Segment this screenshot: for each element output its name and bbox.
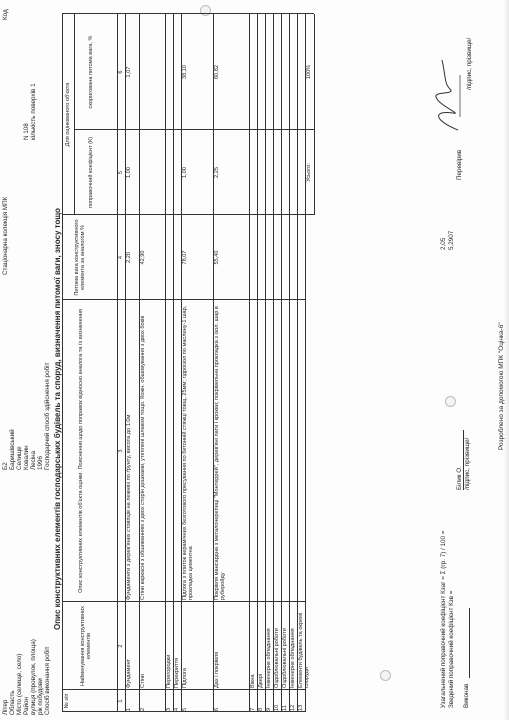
row-element-name: Інженерне обладнання bbox=[266, 628, 272, 688]
handwritten-signature bbox=[428, 55, 468, 135]
row-weight bbox=[274, 217, 280, 298]
row-description: Покрівля мансардна з металочерепиці "Монтеррей", дерев'яні лати і крокви; покрівельна прокладка з ізол. шар в руберойду bbox=[214, 306, 227, 600]
total-label: Усього: bbox=[306, 163, 312, 182]
field-label: Область bbox=[9, 690, 16, 715]
row-number: 1 bbox=[126, 707, 132, 711]
table-rule bbox=[62, 299, 305, 300]
row-element-name: Оздоблювальні роботи bbox=[274, 628, 280, 688]
performed-caption: /підпис, прізвище/ bbox=[464, 437, 471, 490]
field-label: Літер bbox=[2, 699, 9, 715]
table-rule bbox=[62, 14, 63, 712]
row-corrected-weight: 1,07 bbox=[126, 66, 132, 78]
row-corrected-weight bbox=[290, 16, 296, 128]
row-description bbox=[266, 302, 272, 600]
performed-label: Виконав bbox=[463, 683, 470, 708]
checked-label: Перевірив bbox=[456, 149, 463, 180]
row-coefficient: 1,00 bbox=[182, 167, 188, 178]
row-element-name: Підлога bbox=[182, 668, 188, 688]
row-weight: 55,40 bbox=[214, 250, 220, 265]
row-weight: 2,20 bbox=[126, 252, 132, 263]
row-coefficient bbox=[250, 132, 256, 213]
row-number: 2 bbox=[140, 707, 146, 711]
row-coefficient bbox=[166, 132, 172, 213]
footer-coef-value: 2,05 bbox=[440, 237, 447, 250]
table-rule bbox=[62, 601, 305, 602]
row-coefficient bbox=[258, 132, 264, 213]
row-number: 7 bbox=[250, 707, 256, 711]
row-description bbox=[174, 302, 180, 600]
page-label: Код bbox=[2, 9, 9, 20]
row-weight bbox=[166, 217, 172, 298]
column-header-group: Для оцінюваного об'єкта bbox=[65, 82, 71, 147]
row-number: 3 bbox=[166, 707, 172, 711]
row-description bbox=[274, 302, 280, 600]
row-number: 11 bbox=[282, 705, 288, 711]
row-weight bbox=[174, 217, 180, 298]
row-description: Стіни каркасні з обшиванням з двох сторін дошками, утеплені шлаком тощо. Кожн. обшивування з двох боків bbox=[140, 315, 146, 600]
column-number: 2 bbox=[118, 644, 124, 648]
row-element-name: Оздоблювальні роботи bbox=[282, 628, 288, 688]
row-number: 8 bbox=[258, 707, 264, 711]
row-number: 9 bbox=[266, 707, 272, 711]
row-description bbox=[290, 302, 296, 600]
row-description bbox=[282, 302, 288, 600]
column-header-coef: поправочний коефіцієнт (К) bbox=[88, 136, 94, 209]
column-header-no: № з/п bbox=[64, 693, 70, 709]
row-corrected-weight bbox=[174, 16, 180, 128]
row-coefficient bbox=[298, 132, 304, 213]
table-rule bbox=[62, 689, 305, 690]
column-header-name: Найменування конструктивних елементів bbox=[80, 606, 93, 686]
row-coefficient bbox=[290, 132, 296, 213]
field-label: вулиця (провулок, площа) bbox=[30, 639, 37, 715]
column-header-weight: Питома вага конструктивного елемента за аналогом % bbox=[74, 219, 87, 296]
checked-caption: /підпис, прізвище/ bbox=[466, 37, 473, 90]
row-number: 5 bbox=[182, 707, 188, 711]
row-coefficient: 1,00 bbox=[126, 167, 132, 178]
row-number: 10 bbox=[274, 704, 280, 711]
row-description bbox=[298, 302, 304, 600]
field-value: Господарчий спосіб здійснення робіт bbox=[44, 362, 51, 470]
footer-coef-label: Узагальнений поправочний коефіцієнт Кзаг = Σ (гр. 7) / 100 = bbox=[440, 530, 447, 708]
column-number: 5 bbox=[118, 170, 124, 175]
footer-coef2-label: Зведений поправочний коефіцієнт Кзв = bbox=[448, 590, 455, 708]
row-coefficient: 2,25 bbox=[214, 167, 220, 178]
row-corrected-weight bbox=[166, 16, 172, 128]
field-value: Селище bbox=[16, 446, 23, 470]
row-coefficient bbox=[140, 132, 164, 213]
column-number: 4 bbox=[118, 255, 124, 260]
software-note: Розроблено за допомогою МПК "Оцінка-6" bbox=[498, 322, 505, 450]
row-coefficient bbox=[174, 132, 180, 213]
row-weight bbox=[282, 217, 288, 298]
row-corrected-weight bbox=[274, 16, 280, 128]
document-title: Опис конструктивних елементів господарських будівель та споруд, визначення питомої ваги, зносу тощо bbox=[53, 208, 62, 630]
table-rule bbox=[62, 711, 305, 712]
top-cut-text: Стаціонарна колекція МПК bbox=[2, 196, 9, 275]
row-number: 13 bbox=[298, 704, 304, 711]
table-rule bbox=[314, 14, 315, 215]
field-value: 1996 bbox=[37, 455, 44, 470]
row-weight: 42,90 bbox=[140, 250, 146, 265]
table-rule bbox=[62, 13, 314, 14]
table-rule bbox=[74, 14, 75, 215]
row-weight bbox=[250, 217, 256, 298]
row-element-name: Перекриття bbox=[174, 657, 180, 688]
row-weight: 78,07 bbox=[182, 250, 188, 265]
column-header-corrected: скоригована питома вага, % bbox=[88, 35, 94, 109]
table-rule bbox=[62, 214, 314, 215]
table-rule bbox=[74, 129, 314, 130]
row-weight bbox=[290, 217, 296, 298]
house-number: N 108 bbox=[23, 123, 30, 140]
row-corrected-weight bbox=[250, 16, 256, 128]
row-corrected-weight: 60,82 bbox=[214, 65, 220, 79]
field-label: рік побудови bbox=[37, 678, 44, 715]
field-label: Район bbox=[23, 697, 30, 715]
row-element-name: Інженерне обладнання bbox=[290, 628, 296, 688]
row-element-name: Елементи будівель та окремі споруди bbox=[298, 612, 311, 688]
row-corrected-weight bbox=[258, 16, 264, 128]
row-number: 4 bbox=[174, 707, 180, 711]
row-description bbox=[250, 302, 256, 600]
row-corrected-weight bbox=[140, 16, 164, 128]
row-corrected-weight: 38,10 bbox=[182, 65, 188, 79]
floors-count: кількість поверхів 1 bbox=[30, 83, 37, 140]
field-value: Лесіна bbox=[30, 450, 37, 470]
row-description bbox=[166, 302, 172, 600]
total-value: 100% bbox=[306, 64, 312, 80]
column-number: 3 bbox=[118, 449, 124, 453]
row-weight bbox=[298, 217, 304, 298]
row-corrected-weight bbox=[298, 16, 304, 128]
signature-line bbox=[469, 608, 470, 678]
row-weight bbox=[258, 217, 264, 298]
row-description: Фундаменти з дерев'яних стовпців на лежнях по ґрунту, висота до 1.0м bbox=[126, 414, 132, 600]
footer-coef2-value: 5,2907 bbox=[448, 230, 455, 250]
row-number: 6 bbox=[214, 707, 220, 711]
column-number: 1 bbox=[118, 699, 124, 703]
performed-name: Білик О. bbox=[456, 466, 463, 490]
field-value: Ковалин bbox=[23, 445, 30, 470]
row-element-name: Стіни bbox=[140, 673, 146, 688]
row-coefficient bbox=[282, 132, 288, 213]
row-number: 12 bbox=[290, 704, 296, 711]
row-corrected-weight bbox=[266, 16, 272, 128]
field-label: Спосіб виконання робіт bbox=[44, 646, 51, 715]
column-header-desc: Опис конструктивних елементів об'єкта оцінки. Пояснення щодо поправок відносно аналога та їх визначення bbox=[78, 309, 84, 593]
row-weight bbox=[266, 217, 272, 298]
row-coefficient bbox=[266, 132, 272, 213]
row-element-name: Фундамент bbox=[126, 658, 132, 688]
column-number: 6 bbox=[118, 70, 124, 74]
field-value: Б2 bbox=[2, 462, 9, 470]
row-description bbox=[258, 302, 264, 600]
row-coefficient bbox=[274, 132, 280, 213]
row-element-name: Перегородки bbox=[166, 654, 172, 688]
field-value: Баришівський bbox=[9, 429, 16, 470]
row-element-name: Дах і покрівля bbox=[214, 651, 220, 688]
row-description: Підлога з плиток керамічних безготового пресування по бетонній стяжці товщ. 25мм; гідроізол по маслину-1 шар, прокладка цементна bbox=[182, 305, 195, 600]
row-element-name: Вікна bbox=[250, 674, 256, 688]
field-label: Місто (селище, село) bbox=[16, 653, 23, 715]
row-corrected-weight bbox=[282, 16, 288, 128]
row-element-name: Двері bbox=[258, 673, 264, 688]
